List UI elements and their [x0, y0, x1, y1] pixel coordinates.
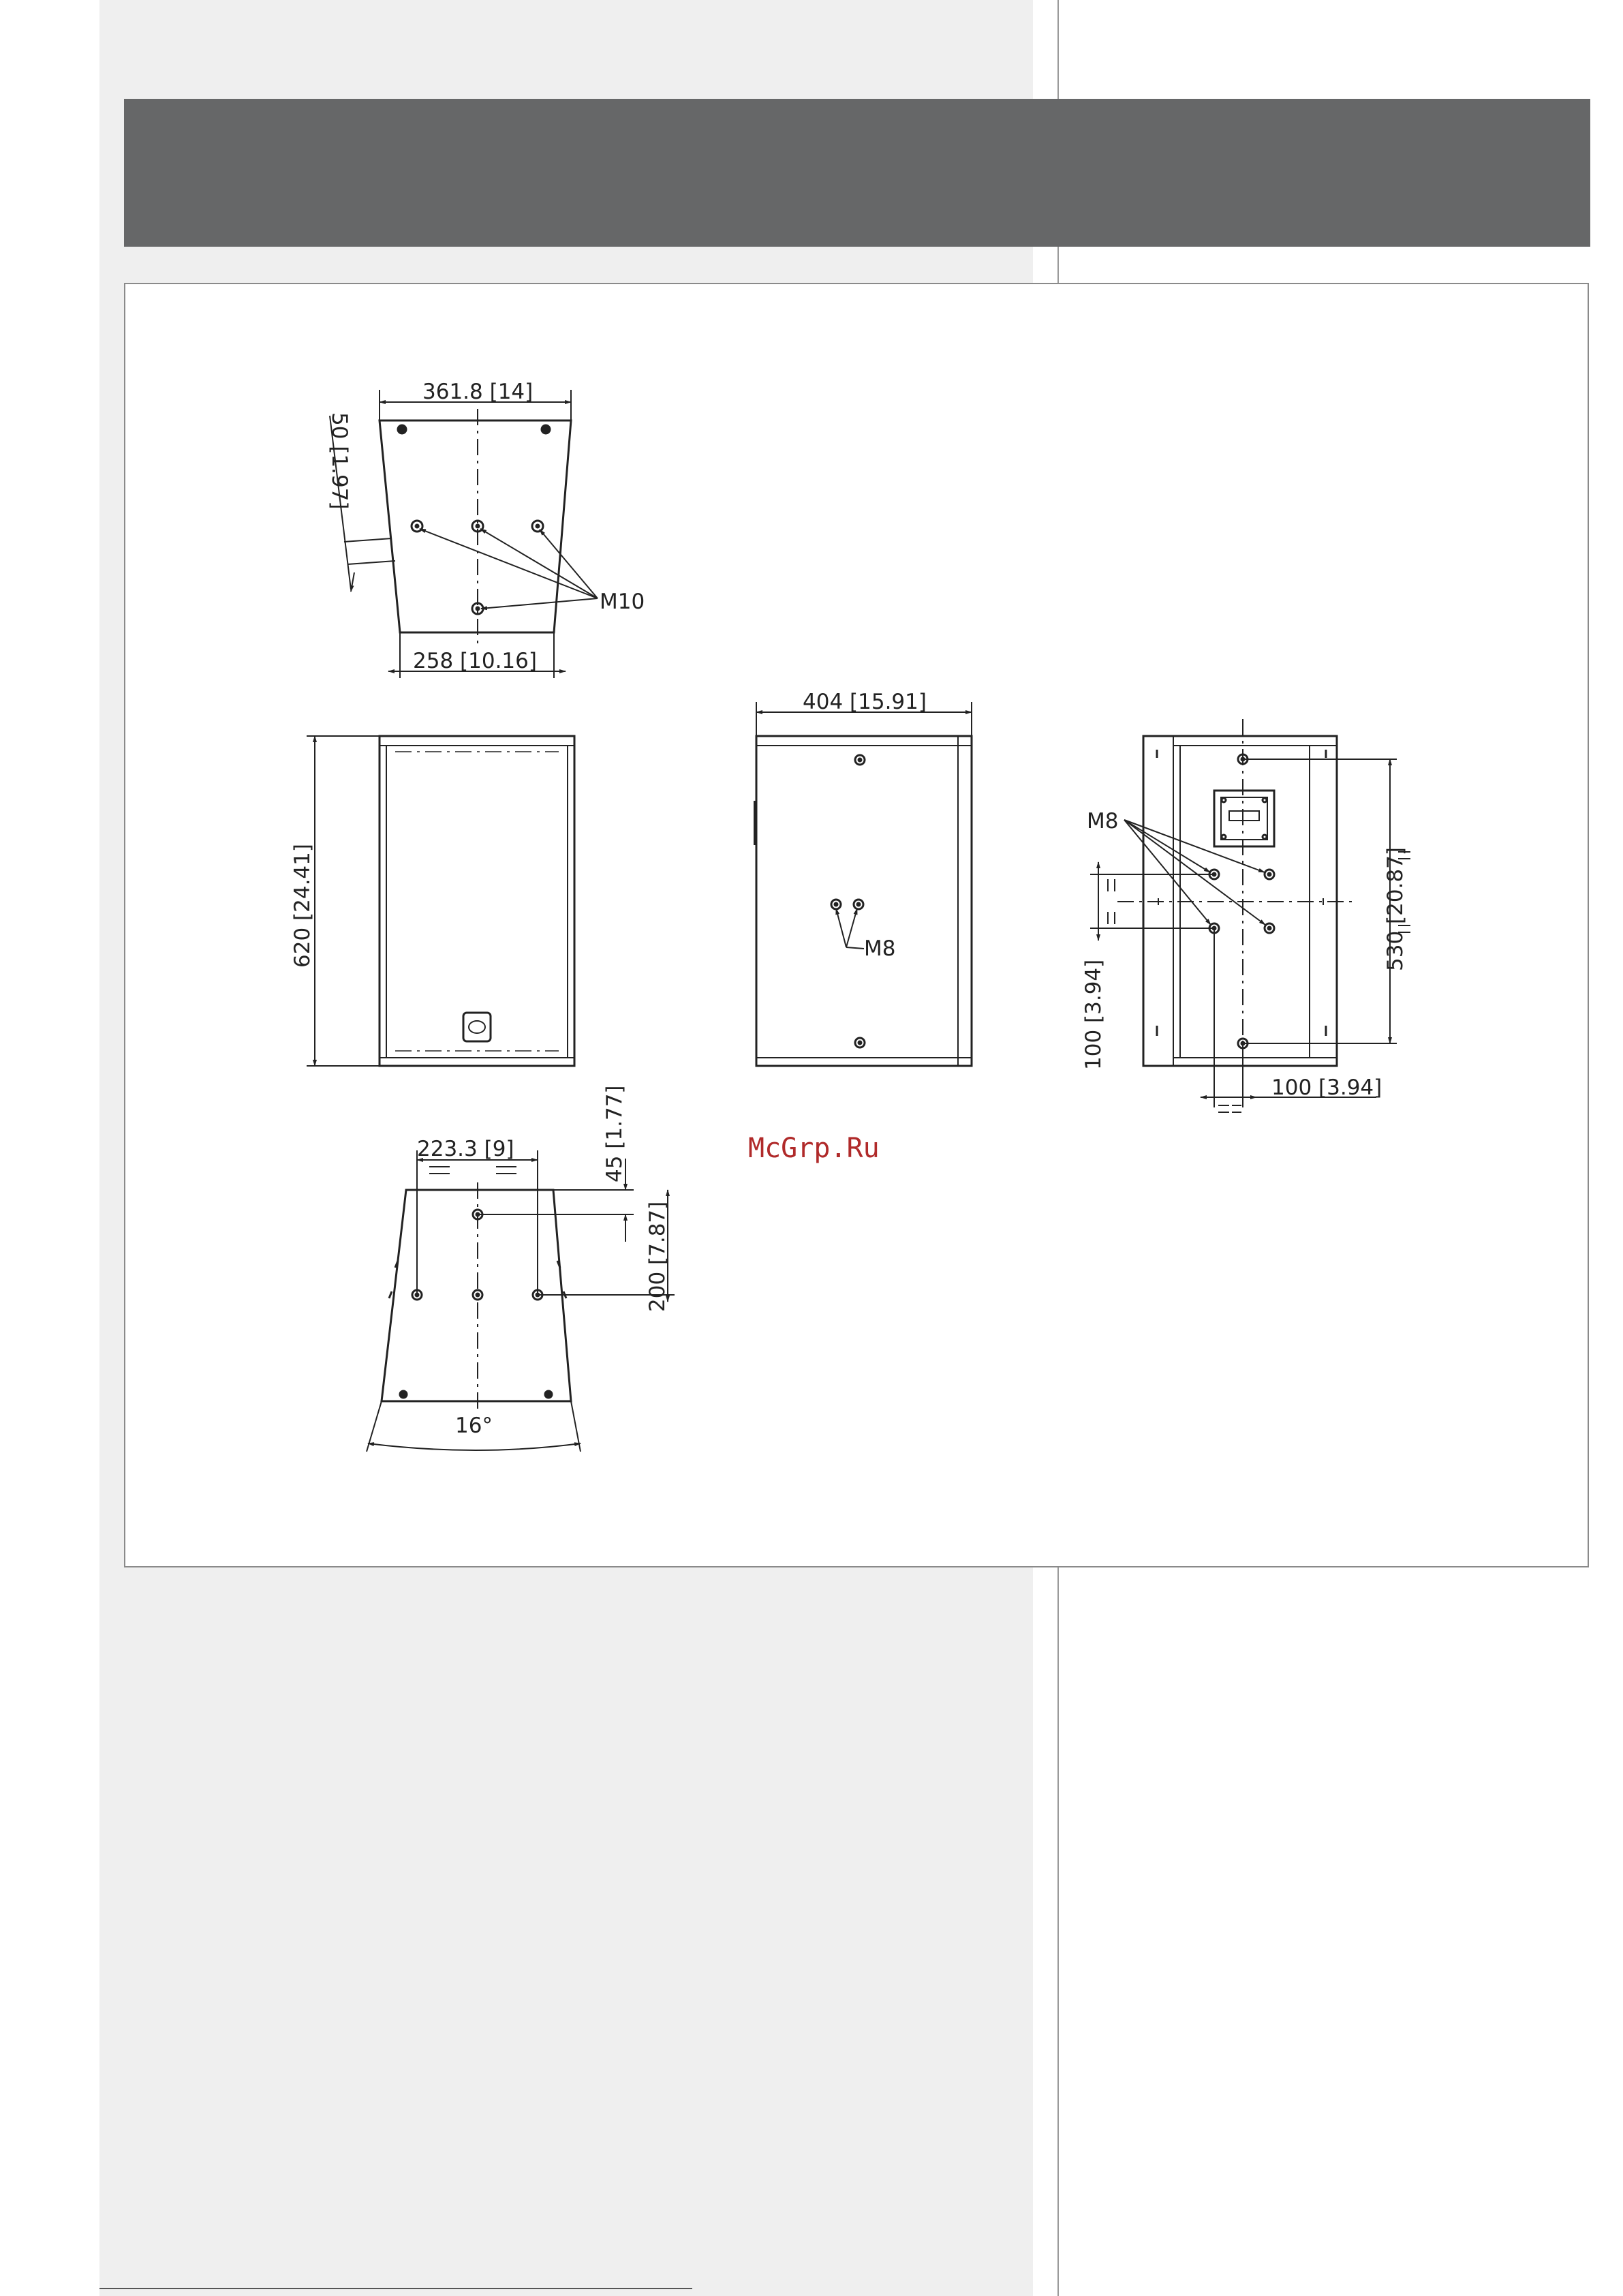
side-bolt-label: M8	[864, 936, 896, 961]
front-height-label: 620 [24.41]	[290, 844, 315, 968]
top-bottom-width-label: 258 [10.16]	[413, 649, 537, 673]
rear-bolt-label: M8	[1087, 809, 1119, 833]
side-width-label: 404 [15.91]	[803, 690, 927, 714]
side-view	[755, 702, 972, 1066]
top-depth-label: 50 [1.97]	[327, 412, 352, 510]
top-width-label: 361.8 [14]	[422, 380, 534, 404]
rear-vertical-offset-label: 100 [3.94]	[1081, 959, 1106, 1070]
bottom-offset-1-label: 45 [1.77]	[602, 1085, 627, 1182]
front-view	[307, 736, 574, 1066]
bottom-width-label: 223.3 [9]	[417, 1137, 514, 1161]
rear-view	[1090, 719, 1410, 1112]
rear-horizontal-offset-label: 100 [3.94]	[1271, 1075, 1382, 1100]
bottom-view	[367, 1150, 675, 1452]
rear-height-label: 530 [20.87]	[1383, 847, 1408, 971]
watermark: McGrp.Ru	[748, 1133, 880, 1164]
top-bolt-label: M10	[600, 590, 645, 614]
bottom-offset-2-label: 200 [7.87]	[645, 1201, 670, 1312]
bottom-angle-label: 16°	[455, 1413, 493, 1438]
top-view	[330, 390, 598, 678]
